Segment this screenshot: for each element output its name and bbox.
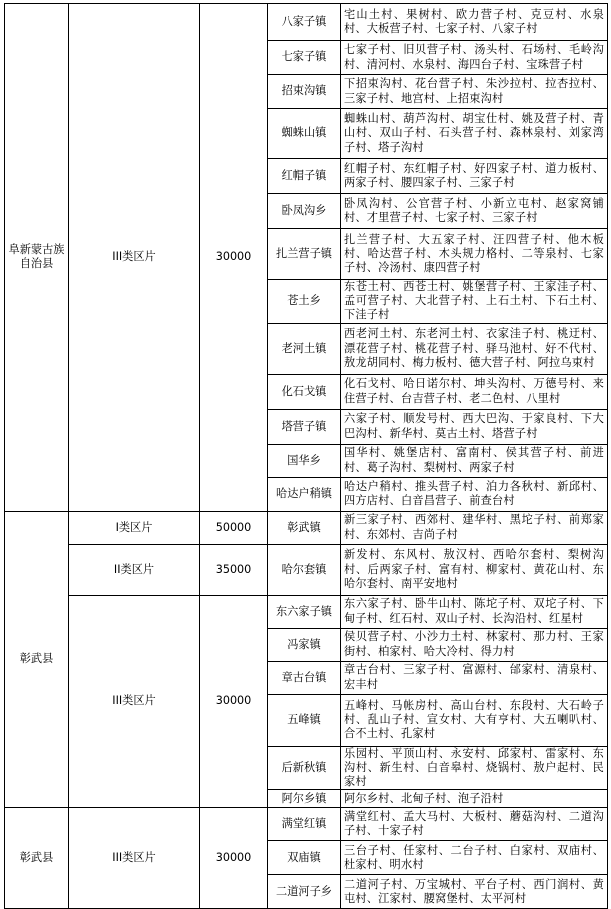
villages-cell: 新三家子村、西郊村、建华村、黑坨子村、前郑家村、东郊村、吉尚子村 bbox=[341, 511, 608, 544]
villages-cell: 二道河子村、万宝城村、平台子村、西门润村、黄屯村、江家村、腰窝堡村、太平河村 bbox=[341, 875, 608, 909]
table-row bbox=[5, 595, 608, 628]
town-cell: 扎兰营子镇 bbox=[268, 229, 341, 280]
town-cell: 八家子镇 bbox=[268, 4, 341, 41]
villages-cell: 章古台村、三家子村、富源村、邰家村、清泉村、宏丰村 bbox=[341, 661, 608, 694]
villages-cell: 下招束沟村、花台营子村、朱沙拉村、拉杏拉村、三家子村、地宫村、上招束沟村 bbox=[341, 75, 608, 109]
town-cell: 哈尔套镇 bbox=[268, 544, 341, 595]
villages-cell: 乐园村、平顶山村、永安村、邱家村、雷家村、东沟村、新生村、白音皋村、烧锅村、敖户起村、民家村 bbox=[341, 746, 608, 790]
villages-cell: 侯贝营子村、小沙力土村、林家村、那力村、王家街村、柏家村、哈大冷村、得力村 bbox=[341, 628, 608, 661]
zone-class-cell: III类区片 bbox=[69, 808, 200, 909]
villages-cell: 东苍土村、西苍土村、姚堡营子村、王家洼子村、孟可营子村、大北营子村、上石土村、下石土村、下洼子村 bbox=[341, 280, 608, 324]
table-row bbox=[5, 808, 608, 841]
villages-cell: 满堂红村、孟大马村、大板村、蘑菇沟村、二道沟子村、十家子村 bbox=[341, 808, 608, 841]
price-cell: 30000 bbox=[200, 808, 268, 909]
zone-class-cell: III类区片 bbox=[69, 4, 200, 512]
villages-cell: 卧凤沟村、公官营子村、小新立屯村、赵家窝铺村、才里营子村、七家子村、三家子村 bbox=[341, 194, 608, 229]
villages-cell: 东六家子村、卧牛山村、陈坨子村、双坨子村、下甸子村、红石村、双山子村、长沟沿村、红星村 bbox=[341, 595, 608, 628]
price-cell: 30000 bbox=[200, 4, 268, 512]
town-cell: 二道河子乡 bbox=[268, 875, 341, 909]
town-cell: 招束沟镇 bbox=[268, 75, 341, 109]
zone-class-cell: I类区片 bbox=[69, 511, 200, 544]
villages-cell: 宅山土村、果树村、欧力营子村、克豆村、水泉村、大板营子村、七家子村、八家子村 bbox=[341, 4, 608, 41]
table-row bbox=[5, 4, 608, 41]
town-cell: 五峰镇 bbox=[268, 694, 341, 746]
villages-cell: 蜘蛛山村、葫芦沟村、胡宝仕村、姚及营子村、青山村、双山子村、石头营子村、森林泉村、刘家湾子村、塔子沟村 bbox=[341, 109, 608, 159]
zone-class-cell: II类区片 bbox=[69, 544, 200, 595]
county-cell: 阜新蒙古族自治县 bbox=[5, 4, 69, 512]
town-cell: 冯家镇 bbox=[268, 628, 341, 661]
county-cell: 彰武县 bbox=[5, 808, 69, 909]
table-row bbox=[5, 544, 608, 595]
town-cell: 哈达户稍镇 bbox=[268, 477, 341, 511]
villages-cell: 三台子村、任家村、二台子村、白家村、双庙村、杜家村、明水村 bbox=[341, 841, 608, 875]
zone-class-cell: III类区片 bbox=[69, 595, 200, 808]
villages-cell: 国华村、姚堡店村、富南村、侯其营子村、前进村、葛子沟村、梨树村、两家子村 bbox=[341, 444, 608, 477]
villages-cell: 西老河土村、东老河土村、衣家洼子村、桃迂村、漂花营子村、桃花营子村、驿马池村、好不代村、敖龙胡同村、梅力板村、德大营子村、阿拉乌束村 bbox=[341, 323, 608, 374]
villages-cell: 五峰村、马帐房村、高山台村、东段村、大石岭子村、乱山子村、宣女村、大有亨村、大五喇叭村、合不土村、孔家村 bbox=[341, 694, 608, 746]
town-cell: 老河土镇 bbox=[268, 323, 341, 374]
villages-cell: 红帽子村、东红帽子村、好四家子村、道力板村、两家子村、腰四家子村、三家子村 bbox=[341, 159, 608, 194]
county-cell: 彰武县 bbox=[5, 511, 69, 808]
town-cell: 章古台镇 bbox=[268, 661, 341, 694]
town-cell: 蜘蛛山镇 bbox=[268, 109, 341, 159]
town-cell: 卧凤沟乡 bbox=[268, 194, 341, 229]
villages-cell: 六家子村、顺发号村、西大巴沟、于家良村、下大巴沟村、新华村、莫古土村、塔营子村 bbox=[341, 409, 608, 444]
price-cell: 50000 bbox=[200, 511, 268, 544]
villages-cell: 阿尔乡村、北甸子村、泡子沿村 bbox=[341, 790, 608, 808]
land-price-table bbox=[4, 3, 608, 909]
town-cell: 七家子镇 bbox=[268, 41, 341, 75]
town-cell: 阿尔乡镇 bbox=[268, 790, 341, 808]
villages-cell: 扎兰营子村、大五家子村、汪四营子村、他木板村、哈达营子村、木头规力格村、二等泉村、七家子村、冷汤村、康四营子村 bbox=[341, 229, 608, 280]
town-cell: 东六家子镇 bbox=[268, 595, 341, 628]
table-row bbox=[5, 511, 608, 544]
town-cell: 塔营子镇 bbox=[268, 409, 341, 444]
town-cell: 苍土乡 bbox=[268, 280, 341, 324]
villages-cell: 新发村、东风村、敖汉村、西哈尔套村、梨树沟村、后两家子村、富有村、柳家村、黄花山村、东哈尔套村、南平安地村 bbox=[341, 544, 608, 595]
table-body bbox=[5, 4, 608, 909]
villages-cell: 化石戈村、哈日诺尔村、坤头沟村、万德号村、来住营子村、台吉营子村、老二色村、八里村 bbox=[341, 374, 608, 409]
price-cell: 30000 bbox=[200, 595, 268, 808]
town-cell: 满堂红镇 bbox=[268, 808, 341, 841]
town-cell: 后新秋镇 bbox=[268, 746, 341, 790]
villages-cell: 哈达户稍村、推头营子村、泊力各秋村、新邱村、四方店村、白音昌营子、前查台村 bbox=[341, 477, 608, 511]
town-cell: 双庙镇 bbox=[268, 841, 341, 875]
price-cell: 35000 bbox=[200, 544, 268, 595]
villages-cell: 七家子村、旧贝营子村、汤头村、石场村、毛岭沟村、清河村、水泉村、海四台子村、宝珠营子村 bbox=[341, 41, 608, 75]
town-cell: 化石戈镇 bbox=[268, 374, 341, 409]
town-cell: 红帽子镇 bbox=[268, 159, 341, 194]
town-cell: 彰武镇 bbox=[268, 511, 341, 544]
town-cell: 国华乡 bbox=[268, 444, 341, 477]
